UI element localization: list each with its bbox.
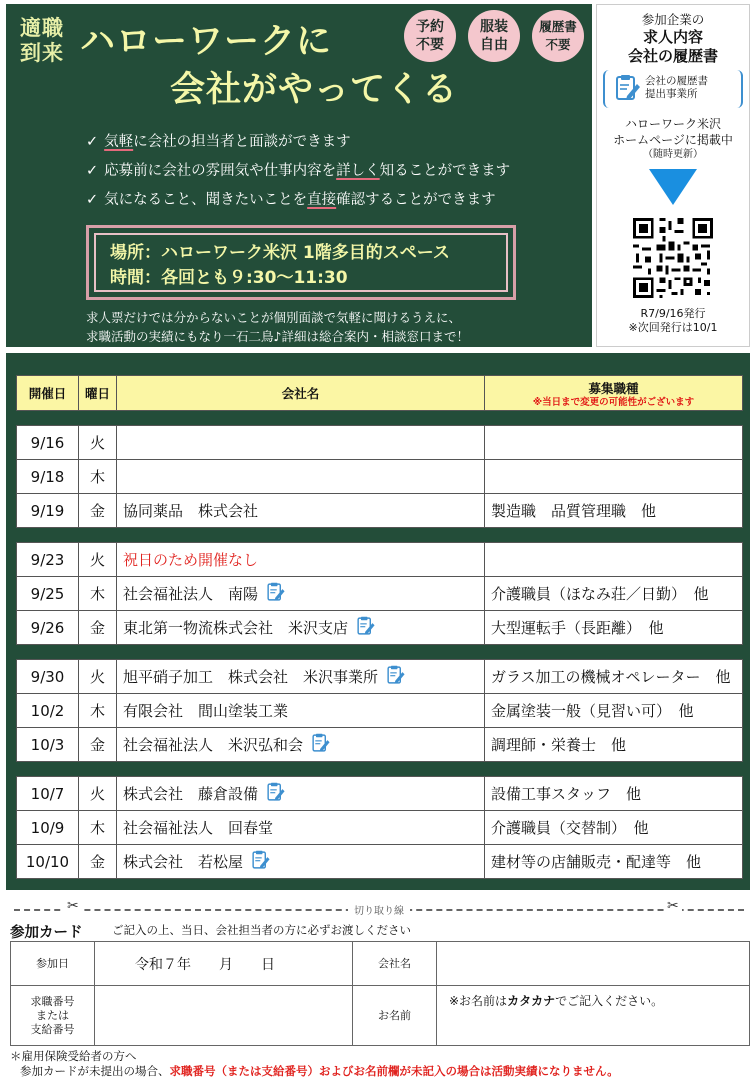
row-date: 10/9 (17, 811, 79, 845)
title-line-2: 会社がやってくる (170, 70, 459, 110)
row-day: 木 (79, 694, 117, 728)
side-line-5: ホームページに掲載中 (613, 133, 733, 147)
row-job: 建材等の店舗販売・配達等 他 (485, 845, 743, 879)
name-field[interactable]: ※お名前はカタカナでご記入ください。 (437, 986, 750, 1046)
side-line-6: （随時更新） (643, 149, 703, 160)
date-field[interactable]: 令和７年 月 日 (95, 942, 353, 986)
venue-time: 時間：各回とも９:30〜11:30 (110, 268, 348, 288)
participation-card (10, 941, 750, 1046)
company-field[interactable] (437, 942, 750, 986)
row-day: 金 (79, 845, 117, 879)
row-day: 火 (79, 777, 117, 811)
name-label: お名前 (353, 986, 437, 1046)
row-company: 株式会社 若松屋 (117, 845, 485, 879)
row-job: 製造職 品質管理職 他 (485, 494, 743, 528)
header-company: 会社名 (117, 376, 485, 411)
title-line-1: ハローワークに (80, 22, 333, 62)
badge-no-reservation: 予約 不要 (404, 10, 456, 62)
down-arrow-icon (649, 169, 697, 205)
side-line-3: 会社の履歴書 (627, 47, 718, 65)
header-day: 曜日 (79, 376, 117, 411)
scissors-icon: ✂ (64, 898, 82, 914)
row-day: 木 (79, 811, 117, 845)
row-company: 株式会社 藤倉設備 (117, 777, 485, 811)
table-row (17, 494, 743, 528)
id-label: 求職番号 または 支給番号 (11, 986, 95, 1046)
row-day: 木 (79, 460, 117, 494)
group-separator (17, 762, 743, 777)
row-company: 社会福祉法人 南陽 (117, 577, 485, 611)
benefit-item: ✓ 気になること、聞きたいことを直接確認することができます (86, 192, 496, 208)
clipboard-pen-icon (356, 616, 376, 640)
footer-note: ＊雇用保険受給者の方へ 参加カードが未提出の場合、求職番号（または支給番号）およびお名前欄が未記入の場合は活動実績になりません。 (10, 1049, 619, 1078)
row-day: 金 (79, 728, 117, 762)
row-date: 9/26 (17, 611, 79, 645)
row-date: 9/16 (17, 426, 79, 460)
row-job (485, 543, 743, 577)
row-date: 9/19 (17, 494, 79, 528)
card-instruction: ご記入の上、当日、会社担当者の方に必ずお渡しください (112, 923, 411, 937)
row-day: 木 (79, 577, 117, 611)
row-company: 祝日のため開催なし (117, 543, 485, 577)
row-company: 協同薬品 株式会社 (117, 494, 485, 528)
side-line-1: 参加企業の (641, 12, 705, 27)
row-company: 社会福祉法人 回春堂 (117, 811, 485, 845)
row-company: 有限会社 間山塗装工業 (117, 694, 485, 728)
scissors-icon: ✂ (664, 898, 682, 914)
company-label: 会社名 (353, 942, 437, 986)
row-date: 10/2 (17, 694, 79, 728)
schedule-table (16, 375, 743, 879)
resume-legend: 会社の履歴書 提出事業所 (603, 70, 743, 108)
logo (20, 16, 82, 66)
check-icon: ✓ (86, 192, 99, 208)
table-row (17, 426, 743, 460)
row-day: 火 (79, 660, 117, 694)
badge-free-dress: 服装 自由 (468, 10, 520, 62)
row-company: 東北第一物流株式会社 米沢支店 (117, 611, 485, 645)
clipboard-pen-icon (386, 665, 406, 689)
logo-line-1: 適職 (20, 16, 64, 40)
table-row (17, 611, 743, 645)
benefit-list (86, 128, 510, 215)
group-separator (17, 645, 743, 660)
row-date: 9/23 (17, 543, 79, 577)
row-job (485, 460, 743, 494)
badge-no-resume: 履歴書 不要 (532, 10, 584, 62)
row-day: 火 (79, 543, 117, 577)
row-job: 大型運転手（長距離） 他 (485, 611, 743, 645)
header-job: 募集職種 ※当日まで変更の可能性がございます (485, 376, 743, 411)
header-date: 開催日 (17, 376, 79, 411)
row-job: 金属塗装一般（見習い可） 他 (485, 694, 743, 728)
row-job: 調理師・栄養士 他 (485, 728, 743, 762)
row-day: 火 (79, 426, 117, 460)
row-date: 10/10 (17, 845, 79, 879)
date-label: 参加日 (11, 942, 95, 986)
benefit-item: ✓ 気軽に会社の担当者と面談ができます (86, 134, 351, 150)
clipboard-pen-icon (311, 733, 331, 757)
side-panel (596, 4, 750, 347)
side-line-2: 求人内容 (642, 28, 703, 46)
table-row (17, 577, 743, 611)
row-job: 設備工事スタッフ 他 (485, 777, 743, 811)
clipboard-pen-icon (615, 74, 641, 106)
row-date: 10/7 (17, 777, 79, 811)
header-board (6, 4, 592, 347)
table-row (17, 811, 743, 845)
table-row (17, 660, 743, 694)
qr-code[interactable] (630, 215, 716, 301)
row-company: 社会福祉法人 米沢弘和会 (117, 728, 485, 762)
next-issue: ※次回発行は10/1 (628, 321, 718, 334)
venue-place: 場所：ハローワーク米沢 1階多目的スペース (110, 243, 450, 263)
clipboard-pen-icon (266, 782, 286, 806)
issue-date: R7/9/16発行 (640, 307, 706, 320)
row-job (485, 426, 743, 460)
group-separator (17, 411, 743, 426)
row-day: 金 (79, 611, 117, 645)
row-job: ガラス加工の機械オペレーター 他 (485, 660, 743, 694)
table-row (17, 728, 743, 762)
row-date: 9/18 (17, 460, 79, 494)
cut-line-label: 切り取り線 (348, 906, 410, 917)
row-date: 9/25 (17, 577, 79, 611)
row-job: 介護職員（交替制） 他 (485, 811, 743, 845)
group-separator (17, 528, 743, 543)
row-date: 9/30 (17, 660, 79, 694)
table-row (17, 543, 743, 577)
row-job: 介護職員（ほなみ荘／日勤） 他 (485, 577, 743, 611)
check-icon: ✓ (86, 134, 99, 150)
table-row (17, 694, 743, 728)
benefit-item: ✓ 応募前に会社の雰囲気や仕事内容を詳しく知ることができます (86, 163, 511, 179)
logo-line-2: 到来 (20, 41, 64, 65)
row-company (117, 460, 485, 494)
table-row (17, 845, 743, 879)
clipboard-pen-icon (251, 850, 271, 874)
row-date: 10/3 (17, 728, 79, 762)
row-day: 金 (79, 494, 117, 528)
header-note: 求人票だけでは分からないことが個別面談で気軽に聞けるうえに、 求職活動の実績にもなり一石二鳥♪詳細は総合案内・相談窓口まで！ (86, 310, 469, 344)
clipboard-pen-icon (266, 582, 286, 606)
row-company (117, 426, 485, 460)
table-row (17, 777, 743, 811)
venue-box (86, 225, 516, 300)
check-icon: ✓ (86, 163, 99, 179)
job-change-note: ※当日まで変更の可能性がございます (532, 396, 695, 408)
cut-line (14, 898, 744, 917)
table-row (17, 460, 743, 494)
row-company: 旭平硝子加工 株式会社 米沢事業所 (117, 660, 485, 694)
card-title: 参加カード (10, 925, 83, 941)
side-line-4: ハローワーク米沢 (624, 117, 721, 131)
id-field[interactable] (95, 986, 353, 1046)
